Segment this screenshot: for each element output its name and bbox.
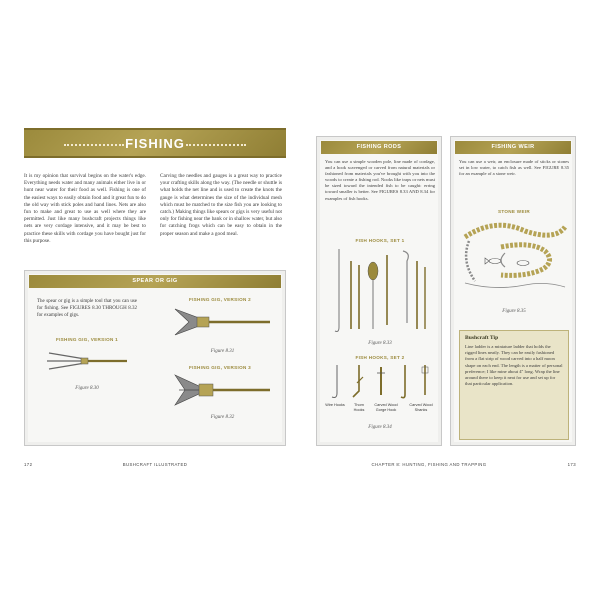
fishing-banner: [24, 128, 286, 158]
stone-weir-icon: [461, 217, 567, 297]
bushcraft-tip-title: Bushcraft Tip: [465, 335, 499, 341]
gig-v3-title: FISHING GIG, VERSION 3: [189, 365, 251, 370]
bushcraft-tip-box: [459, 330, 569, 440]
left-page: [24, 128, 290, 467]
gig-v1-title: FISHING GIG, VERSION 1: [56, 337, 118, 342]
hook-label-shanks: Carved Wood Shanks: [409, 403, 433, 412]
chapter-section-title: FISHING: [125, 136, 185, 151]
fish-hooks-set-2-title: FISH HOOKS, SET 2: [355, 355, 405, 360]
figure-8-35-caption: Figure 8.35: [502, 309, 526, 314]
figure-8-34-caption: Figure 8.34: [368, 425, 392, 430]
spear-or-gig-title: SPEAR OR GIG: [29, 275, 281, 288]
gig-v3-icon: [175, 373, 270, 407]
fishing-rods-box: [316, 136, 442, 446]
running-footer-left: BUSHCRAFT ILLUSTRATED: [122, 462, 188, 467]
hook-label-gorge: Carved Wood Gorge Hook: [374, 403, 398, 412]
spear-or-gig-box: [24, 270, 286, 446]
gig-v2-icon: [175, 305, 270, 339]
page-number-left: 172: [24, 462, 33, 467]
fishing-rods-text: You can use a simple wooden pole, line made of cordage, and a hook scavenged or carved from natural materials or fashioned from materials you've brought with you into the woods to create a fishing rod. Nooks like traps or nets must be sized toward the intended fish to be caught: erring toward smaller is better. See FIGURES 8.33 AND 8.34 for examples of fish hooks.: [325, 159, 435, 201]
running-footer-right: CHAPTER 8: HUNTING, FISHING AND TRAPPING: [371, 462, 487, 467]
right-page: [314, 128, 580, 467]
figure-8-31-caption: Figure 8.31: [210, 349, 235, 354]
fish-hook-icon: [329, 247, 433, 337]
spear-icon: [47, 347, 127, 375]
gig-v2-title: FISHING GIG, VERSION 2: [189, 297, 251, 302]
fish-hooks-set-2-icon: [329, 363, 433, 403]
stone-weir-title: STONE WEIR: [497, 209, 530, 214]
fish-hooks-set-1-title: FISH HOOKS, SET 1: [355, 238, 405, 243]
page-number-right: 173: [567, 462, 576, 467]
intro-column-1: It is my opinion that survival begins on the water's edge. Everything needs water and many animals either live in or hunt near water for their food as well. Fishing is one of the easiest ways to easily obtain food and it great fun to do the old way with stick poles and hand lines. Nets are also fun to make and great to use as well where they are permitted. Just like many bushcraft projects things like nets are very cordage intensive, and it may be best to practice these skills with cordage you have bought just for this purpose.: [24, 173, 146, 244]
hook-label-wire: Wire Hooks: [325, 403, 345, 407]
figure-8-33-caption: Figure 8.33: [368, 341, 392, 346]
spear-text: The spear or gig is a simple tool that you can use for fishing. See FIGURES 8.30 THROUGH 8.32 for examples of gigs.: [37, 299, 137, 318]
fishing-rods-title: FISHING RODS: [321, 141, 437, 154]
hook-label-thorn: Thorn Hooks: [353, 403, 365, 412]
fishing-weir-text: You can use a weir, an enclosure made of sticks or stones set in low water, to catch fish as well. See FIGURE 8.35 for an example of a stone weir.: [459, 159, 569, 177]
intro-column-2: Carving the needles and gauges is a great way to practice your crafting skills along the way. (The needle or shuttle is what holds the net line and is used to create the knots the gauge is what determines the size of the individual mesh which must be matched to the size fish you are looking to catch.) Making things like spears or gigs is very useful not only for fishing near the bank or in shallow water, but also for catching frogs which can be easy to obtain in the proper season and make a good meal.: [160, 173, 282, 237]
figure-8-32-caption: Figure 8.32: [210, 415, 235, 420]
figure-8-30-caption: Figure 8.30: [75, 386, 99, 391]
fishing-weir-title: FISHING WEIR: [455, 141, 571, 154]
bushcraft-tip-text: Line ladder is a miniature ladder that holds the rigged lines neatly. They can be easily fashioned from a flat strip of wood carved into a half moon shape on each end. The length is a matter of personal preference; I like mine about 4" long. Wrap the line around there to keep it neat for use and set up for that particular application.: [465, 344, 563, 387]
fishing-weir-box: [450, 136, 576, 446]
